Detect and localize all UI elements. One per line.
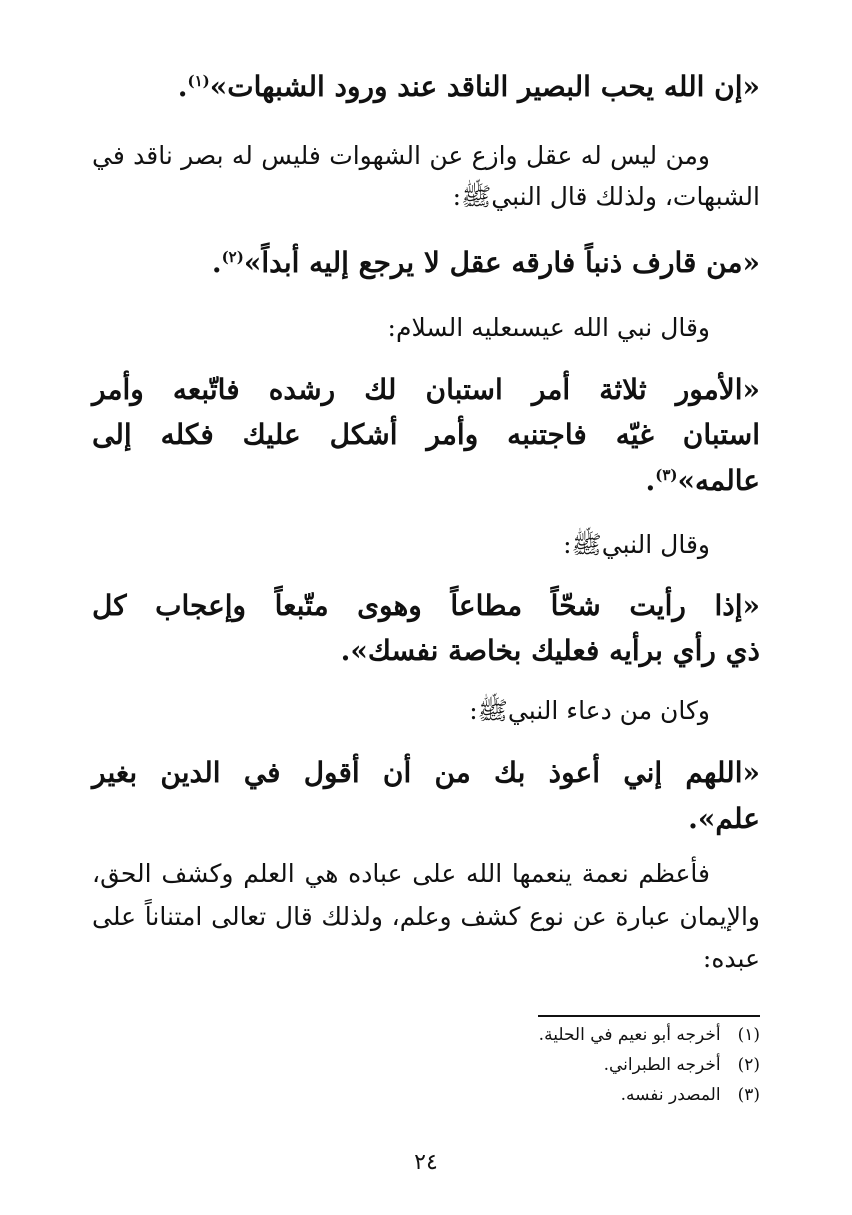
hadith-line [92,70,760,104]
hadith-line: «الأمور ثلاثة أمر استبان لك رشده فاتّبعه وأمر [92,373,760,406]
footnote-divider [538,1015,760,1017]
sentence-end: . [177,70,188,103]
prose-line: وقال نبي الله عيسىعليه السلام: [387,313,710,342]
footnote-marker: (٢) [221,248,244,266]
footnote-marker: (٣) [655,466,678,484]
prose-line: فأعظم نعمة ينعمها الله على عباده هي العلم وكشف الحق، [92,859,710,888]
hadith-text: «من قارف ذنباً فارقه عقل لا يرجع إليه أبداً» [243,246,760,279]
footnote-text: أخرجه أبو نعيم في الحلية. [538,1025,721,1045]
hadith-line: «اللهم إني أعوذ بك من أن أقول في الدين بغير [92,756,760,789]
prose-line: وكان من دعاء النبيﷺ: [469,696,710,725]
hadith-line [92,464,760,498]
hadith-line: «إذا رأيت شحّاً مطاعاً وهوى متّبعاً وإعجاب كل [92,589,760,622]
hadith-text: عالمه» [677,464,760,497]
footnote-marker: (١) [187,72,210,90]
hadith-line: علم». [688,802,760,835]
prose-line: وقال النبيﷺ: [563,530,710,559]
footnote [460,1085,760,1105]
footnote-number: (١) [737,1025,760,1045]
hadith-line: استبان غيّه فاجتنبه وأمر أشكل عليك فكله إلى [92,418,760,451]
prose-line: ومن ليس له عقل وازع عن الشهوات فليس له بصر ناقد في [92,141,710,170]
footnote [460,1055,760,1075]
footnote [460,1025,760,1045]
prose-line: الشبهات، ولذلك قال النبيﷺ: [452,182,760,211]
hadith-line: ذي رأي برأيه فعليك بخاصة نفسك». [340,634,760,667]
footnote-number: (٢) [737,1055,760,1075]
footnote-text: أخرجه الطبراني. [603,1055,721,1075]
hadith-text: «إن الله يحب البصير الناقد عند ورود الشبهات» [209,70,760,103]
prose-line: عبده: [702,944,760,973]
sentence-end: . [211,246,222,279]
footnote-number: (٣) [737,1085,760,1105]
prose-line: والإيمان عبارة عن نوع كشف وعلم، ولذلك قال تعالى امتناناً على [92,902,760,931]
sentence-end: . [645,464,656,497]
footnote-text: المصدر نفسه. [620,1085,721,1105]
page-number: ٢٤ [414,1150,438,1175]
hadith-line [92,246,760,280]
